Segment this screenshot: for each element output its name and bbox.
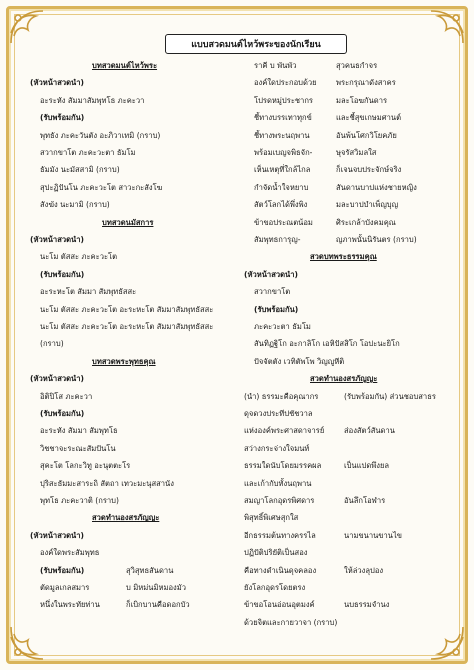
verse-first-half: คือทางดำเนินดุจคลอง [244, 565, 317, 575]
verse-line [254, 79, 396, 87]
verse-line [244, 532, 402, 540]
chant-line: ปุริสะธัมมะสาระถิ สัตถา เทวะมะนุสสานัง [40, 478, 174, 488]
verse-second-half: มละโอฆกันดาร [336, 95, 388, 105]
verse-first-half: เห็นเหตุที่ใกล้ไกล [254, 165, 311, 175]
verse-second-half: นามขนานขานไข [344, 530, 402, 540]
verse-line [40, 601, 190, 609]
verse-first-half: ข้าขอโอนอ่อนอุตมงค์ [244, 600, 315, 610]
chant-line: ธัมมัง นะมัสสามิ (กราบ) [40, 165, 120, 175]
verse-first-half: หนึ่งในพระทัยท่าน [40, 600, 100, 610]
chant-line: สันทิฏฐิโก อะกาลิโก เอหิปัสสิโก โอปะนะยิโก [254, 339, 400, 349]
chant-line: และเก้ากับทั้งนฤพาน [244, 478, 312, 488]
corner-ornament-icon [428, 8, 466, 46]
chant-line: สวากขาโต ภะคะวะตา ธัมโม [40, 148, 136, 157]
verse-second-half: ษุจรัสวิมลใส [336, 148, 377, 157]
verse-line [244, 427, 395, 435]
verse-first-half: องค์ใดประกอบด้วย [254, 78, 317, 88]
chant-line: พุทธัง ภะคะวันตัง อะภิวาเทมิ (กราบ) [40, 130, 161, 140]
verse-line [40, 584, 186, 592]
section-heading: สวดบทพระธรรมคุณ [310, 252, 377, 262]
chant-line: พิสุทธิ์พิเศษสุกใส [244, 513, 299, 523]
verse-second-half: อันลึกโอฬาร [344, 496, 386, 505]
verse-line [40, 567, 173, 575]
chant-line: วิชชาจะระณะสัมปันโน [40, 443, 116, 453]
verse-line [254, 132, 397, 140]
chant-line: ด้วยจิตและกายวาจา (กราบ) [244, 617, 338, 627]
chant-line: ปัจจัตตัง เวทิตัพโพ วิญญูหีติ [254, 356, 345, 366]
verse-first-half: แห่งองค์พระศาสดาจารย์ [244, 426, 325, 436]
verse-first-half: สัมพุทธการุญ- [254, 235, 301, 244]
chant-role: (รับพร้อมกัน) [40, 269, 85, 279]
verse-line [254, 184, 417, 192]
verse-second-half: สุวิสุทธสันดาน [126, 565, 174, 575]
chant-line: นะโม ตัสสะ ภะคะวะโต อะระหะโต สัมมาสัมพุทธัสสะ [40, 304, 214, 314]
chant-role: (หัวหน้าสวดนำ) [30, 374, 84, 384]
chant-line: นะโม ตัสสะ ภะคะวะโต อะระหะโต สัมมาสัมพุทธัสสะ [40, 322, 214, 331]
chant-role: (รับพร้อมกัน) [40, 113, 85, 123]
chant-role: (หัวหน้าสวดนำ) [30, 530, 84, 540]
chant-line: สุคะโต โลกะวิทู อะนุตตะโร [40, 461, 131, 471]
verse-second-half: มละบาปบำเพ็ญบุญ [336, 200, 399, 210]
chant-line: พุทโธ ภะคะวาติ (กราบ) [40, 496, 119, 505]
corner-ornament-icon [8, 624, 46, 662]
verse-line [254, 149, 376, 157]
verse-second-half: ศิระเกล้าบังคมคุณ [336, 217, 396, 227]
verse-first-half: โปรดหมู่ประชากร [254, 95, 313, 105]
verse-second-half: และชี้สุขเกษมศานต์ [336, 113, 402, 123]
corner-ornament-icon [8, 8, 46, 46]
chant-line: นะโม ตัสสะ ภะคะวะโต [40, 252, 118, 262]
chant-line: ยังโลกอุดรโดยตรง [244, 583, 306, 592]
chant-line: อิติปิโส ภะคะวา [40, 391, 93, 401]
verse-second-half: ส่องสัตว์สันดาน [344, 426, 395, 436]
verse-second-half: ก็เบิกบานคือดอกบัว [126, 600, 190, 610]
verse-line [254, 97, 387, 105]
verse-first-half: (นำ) ธรรมะคือคุณากร [244, 391, 319, 401]
chant-line: อะระหะโต สัมมา สัมพุทธัสสะ [40, 287, 137, 297]
verse-line [244, 462, 389, 470]
chant-line: สุปะฏิปันโน ภะคะวะโต สาวะกะสังโฆ [40, 182, 163, 192]
chant-line: องค์ใดพระสัมพุทธ [40, 548, 100, 558]
chant-line: สว่างกระจ่างใจมนท์ [244, 443, 310, 453]
verse-second-half: ญภาพนั้นนิรันตร (กราบ) [336, 235, 417, 244]
section-heading: บทสวดพระพุทธคุณ [92, 356, 156, 366]
chant-line: ภะคะวะตา ธัมโม [254, 322, 311, 331]
section-heading: บทสวดนมัสการ [102, 217, 154, 227]
verse-second-half: อันพ้นโศกวิโยคภัย [336, 130, 397, 140]
verse-line [254, 114, 401, 122]
chant-role: (หัวหน้าสวดนำ) [244, 269, 298, 279]
section-heading: บทสวดมนต์ไหว้พระ [92, 61, 158, 70]
gold-border-inner [14, 14, 460, 656]
chant-line: ปฏิปัติปริยัติเป็นสอง [244, 548, 308, 558]
verse-second-half: ก็เจนจบประจักษ์จริง [336, 165, 402, 175]
verse-line [254, 201, 398, 209]
verse-first-half: ธรรมใดนับโดยมรรคผล [244, 461, 322, 471]
corner-ornament-icon [428, 624, 466, 662]
verse-second-half: ให้ล่วงลุปอง [344, 565, 384, 575]
verse-line [254, 219, 396, 227]
chant-line: สวากขาโต [254, 287, 291, 297]
verse-second-half: (รับพร้อมกัน) ส่วนชอบสาธร [344, 391, 436, 401]
verse-line [254, 236, 417, 244]
chant-role: (หัวหน้าสวดนำ) [30, 235, 84, 244]
verse-first-half: ชี้ทางบรรเทาทุกข์ [254, 113, 312, 123]
verse-second-half: สุวคนธกำจร [336, 61, 378, 70]
verse-first-half: ราคี บ พันพัว [254, 61, 297, 70]
verse-first-half: ตัดมูลเกลสมาร [40, 583, 90, 592]
verse-line [244, 393, 436, 401]
chant-line: ดุจดวงประทีปชัชวาล [244, 409, 313, 418]
verse-first-half: สมญาโลกอุดรพิศดาร [244, 496, 315, 505]
chant-line: อะระหัง สัมมา สัมพุทโธ [40, 426, 118, 436]
chant-role: (หัวหน้าสวดนำ) [30, 78, 84, 88]
chant-line: อะระหัง สัมมาสัมพุทโธ ภะคะวา [40, 95, 145, 105]
verse-first-half: ข้าขอประณตน้อม [254, 217, 313, 227]
verse-line [254, 166, 401, 174]
chant-line: สังฆัง นะมามิ (กราบ) [40, 200, 110, 210]
verse-line [254, 62, 377, 70]
verse-first-half: ชี้ทางพระนฤพาน [254, 130, 310, 140]
verse-second-half: เป็นแปดพึงยล [344, 461, 390, 471]
chant-line: (กราบ) [40, 339, 64, 349]
verse-first-half: สัตว์โลกได้พึ่งพิง [254, 200, 308, 210]
verse-first-half: พร้อมเบญจพิธจัก- [254, 148, 313, 157]
chant-role: (รับพร้อมกัน) [254, 304, 299, 314]
verse-second-half: นบธรรมจำนง [344, 600, 390, 610]
verse-line [244, 601, 389, 609]
section-heading: สวดทำนองสรภัญญะ [92, 513, 160, 523]
section-heading: สวดทำนองสรภัญญะ [310, 374, 378, 384]
verse-line [244, 567, 383, 575]
verse-second-half: บ มิหม่นมิหมองมัว [126, 583, 186, 592]
verse-first-half: กำจัดน้ำใจหยาบ [254, 182, 309, 192]
chant-role: (รับพร้อมกัน) [40, 409, 85, 418]
page-title: แบบสวดมนต์ไหว้พระของนักเรียน [165, 34, 347, 54]
verse-line [244, 497, 385, 505]
verse-first-half: (รับพร้อมกัน) [40, 565, 85, 575]
verse-second-half: สันดานบาปแห่งชายหญิง [336, 182, 417, 192]
verse-first-half: อีกธรรมต้นทางครรไล [244, 530, 316, 540]
verse-second-half: พระกรุณาดังสาคร [336, 78, 396, 88]
